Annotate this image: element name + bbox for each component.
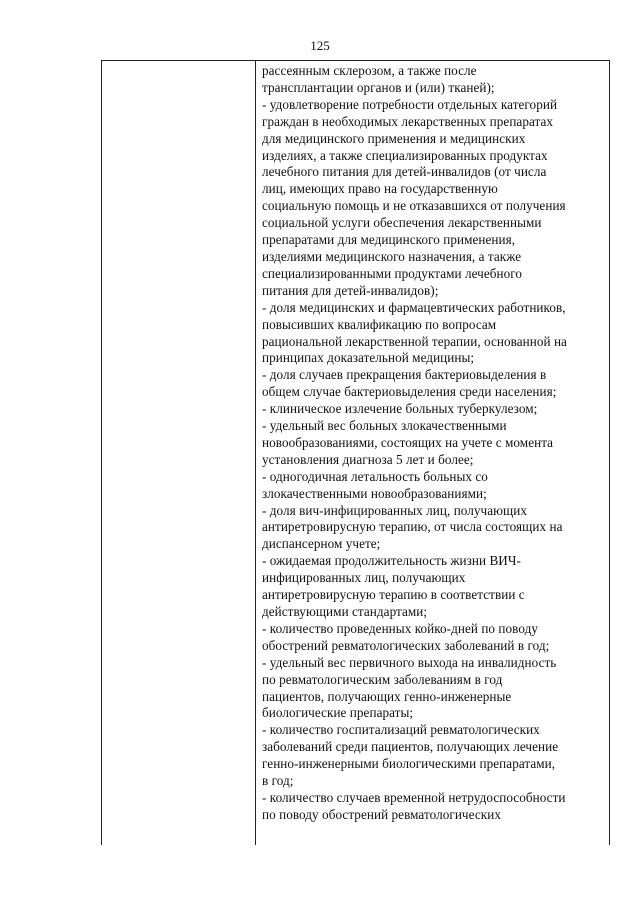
text-line: инфицированных лиц, получающих	[262, 570, 466, 586]
text-line: лиц, имеющих право на государственную	[262, 181, 498, 197]
text-line: изделиями медицинского назначения, а также	[262, 248, 522, 264]
document-table	[101, 60, 610, 845]
text-line: граждан в необходимых лекарственных препаратах	[262, 113, 554, 129]
text-line: - клиническое излечение больных туберкулезом;	[262, 401, 538, 417]
text-line: рациональной лекарственной терапии, основанной на	[262, 333, 567, 349]
text-line: - доля вич-инфицированных лиц, получающих	[262, 502, 527, 518]
text-line: для медицинского применения и медицинских	[262, 130, 526, 146]
text-line: - доля случаев прекращения бактериовыделения в	[262, 367, 547, 383]
text-line: - удовлетворение потребности отдельных категорий	[262, 96, 558, 112]
text-line: - удельный вес больных злокачественными	[262, 418, 507, 434]
text-line: злокачественными новообразованиями;	[262, 485, 487, 501]
text-line: - количество случаев временной нетрудоспособности	[262, 789, 566, 805]
text-line: - количество проведенных койко-дней по поводу	[262, 620, 539, 636]
text-line: действующими стандартами;	[262, 604, 428, 619]
text-line: диспансерном учете;	[262, 536, 381, 552]
text-line: принципах доказательной медицины;	[262, 350, 475, 366]
text-line: лечебного питания для детей-инвалидов (от числа	[262, 164, 547, 180]
text-line: изделиях, а также специализированных продуктах	[262, 147, 548, 163]
text-line: установления диагноза 5 лет и более;	[262, 451, 474, 467]
text-line: питания для детей-инвалидов);	[262, 282, 439, 298]
text-line: по поводу обострений ревматологических	[262, 806, 501, 822]
text-line: трансплантации органов и (или) тканей);	[262, 79, 495, 95]
text-line: обострений ревматологических заболеваний в год;	[262, 637, 550, 653]
text-line: антиретровирусную терапию в соответствии с	[262, 587, 525, 603]
text-line: - доля медицинских и фармацевтических работников,	[262, 299, 566, 315]
text-line: - одногодичная летальность больных со	[262, 468, 488, 484]
text-line: рассеянным склерозом, а также после	[262, 63, 477, 78]
text-line: - удельный вес первичного выхода на инвалидность	[262, 654, 557, 670]
text-line: по ревматологическим заболеваниям в год	[262, 671, 503, 687]
text-line: генно-инженерными биологическими препаратами,	[262, 756, 556, 772]
table-right-cell	[257, 61, 609, 845]
text-line: общем случае бактериовыделения среди населения;	[262, 384, 557, 400]
text-line: социальную помощь и не отказавшихся от получения	[262, 198, 566, 214]
text-line: - количество госпитализаций ревматологических	[262, 722, 540, 738]
text-line: препаратами для медицинского применения,	[262, 232, 516, 248]
text-line: - ожидаемая продолжительность жизни ВИЧ-	[262, 553, 521, 569]
page-number: 125	[310, 38, 330, 53]
text-line: антиретровирусную терапию, от числа состоящих на	[262, 519, 563, 535]
text-line: повысивших квалификацию по вопросам	[262, 316, 497, 332]
text-line: социальной услуги обеспечения лекарственными	[262, 215, 542, 231]
text-line: новообразованиями, состоящих на учете с момента	[262, 434, 554, 450]
text-line: пациентов, получающих генно-инженерные	[262, 688, 512, 704]
text-line: специализированными продуктами лечебного	[262, 265, 523, 281]
text-line: биологические препараты;	[262, 705, 414, 721]
text-line: заболеваний среди пациентов, получающих лечение	[262, 739, 559, 755]
table-left-cell	[102, 61, 256, 845]
text-line: в год;	[262, 773, 294, 789]
